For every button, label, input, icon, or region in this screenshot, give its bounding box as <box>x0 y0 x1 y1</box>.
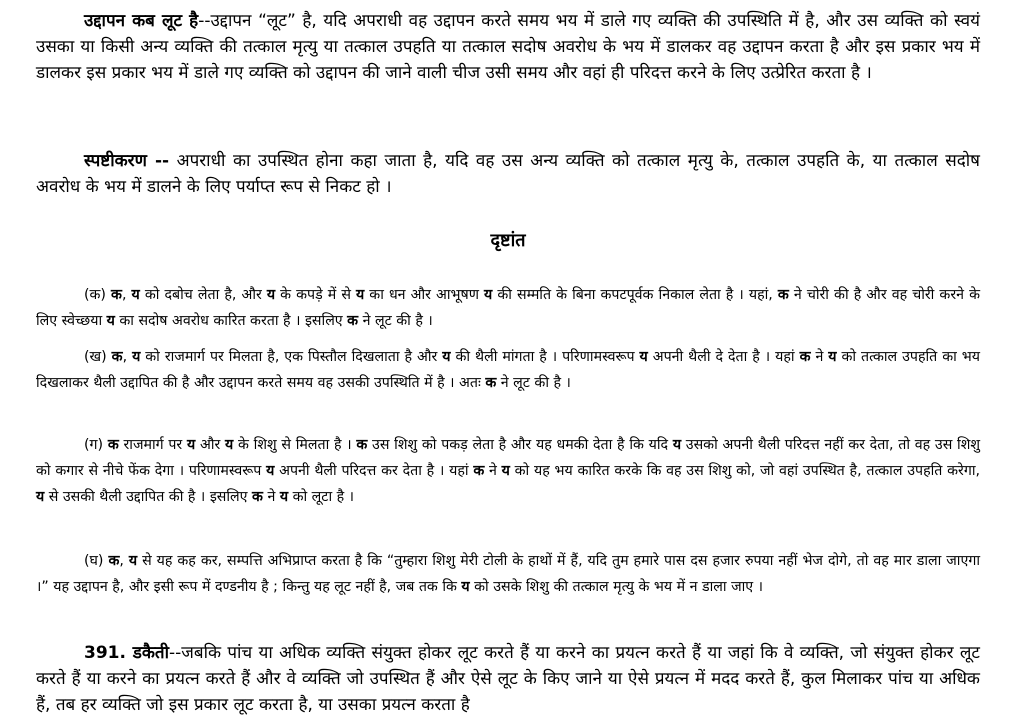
text-span: को लूटा है । <box>288 489 355 505</box>
text-span: , <box>122 349 133 365</box>
person-label: य <box>36 489 45 505</box>
text-span: को तत्काल उपहति का भय दिखलाकर थैली उद्दापित की है और उद्दापन करते समय वह उसकी उपस्थिति में है । अतः <box>36 349 980 391</box>
text-span: से यह कह कर, सम्पत्ति अभिप्राप्त करता है कि “तुम्हारा शिशु मेरी टोली के हाथों में हैं, यदि तुम हमारे पास दस हजार रुपया नहीं भेज दोगे, तो वह मार डाला जाएगा ।” यह उद्दापन है, और इसी रूप में दण्डनीय है ; किन्तु यह लूट नहीं है, जब तक कि <box>36 553 980 595</box>
text-span: से उसकी थैली उद्दापित की है । इसलिए <box>44 489 253 505</box>
text-span: ने <box>484 463 502 479</box>
dacoity-text: --जबकि पांच या अधिक व्यक्ति संयुक्त होकर लूट करते हैं या करने का प्रयत्न करते हैं या जहां कि वे व्यक्ति, जो संयुक्त होकर लूट करते हैं या करने का प्रयत्न करते हैं और वे व्यक्ति जो उपस्थित हैं और ऐसे लूट के किए जाने या ऐसे प्रयत्न में मदद करते हैं, कुल मिलाकर पांच या अधिक हैं, तब हर व्यक्ति जो इस प्रकार लूट करता है, या उसका प्रयत्न करता है <box>36 643 980 715</box>
illustrations-heading: दृष्टांत <box>490 230 526 251</box>
illustration-marker: (क) <box>84 287 112 303</box>
illustration-c <box>36 432 980 510</box>
person-label: क <box>799 349 811 365</box>
text-span: को दबोच लेता है, और <box>139 287 267 303</box>
person-label: क <box>108 553 120 569</box>
person-label: य <box>266 287 276 303</box>
robbery-definition-text: --उद्दापन “लूट” है, यदि अपराधी वह उद्दापन करते समय भय में डाले गए व्यक्ति की उपस्थिति में है, और उस व्यक्ति को स्वयं उसका या किसी अन्य व्यक्ति की तत्काल मृत्यु या तत्काल उपहति या तत्काल सदोष अवरोध के भय में डालकर वह उद्दापन करता है और इस प्रकार भय में डालकर इस प्रकार भय में डाले गए व्यक्ति को उद्दापन की जाने वाली चीज उसी समय और वहां ही परिदत्त करने के लिए उत्प्रेरित करता है । <box>36 11 980 83</box>
person-label: य <box>225 437 234 453</box>
text-span: ने चोरी की है और वह चोरी करने के लिए स्वेच्छया <box>36 287 980 329</box>
person-label: क <box>111 287 122 303</box>
person-label: य <box>501 463 510 479</box>
person-label: य <box>128 553 138 569</box>
text-span: और <box>195 437 226 453</box>
person-label: य <box>442 349 451 365</box>
person-label: य <box>186 437 196 453</box>
explanation-term: स्पष्टीकरण -- <box>84 151 170 171</box>
text-span: ने <box>810 349 829 365</box>
robbery-definition-paragraph <box>36 8 980 86</box>
person-label: य <box>106 313 115 329</box>
dacoity-term: 391. डकैती <box>84 643 170 663</box>
person-label: क <box>111 349 123 365</box>
dacoity-paragraph <box>36 640 980 718</box>
person-label: क <box>252 489 263 505</box>
text-span: ने लूट की है । <box>496 375 571 391</box>
person-label: य <box>131 287 140 303</box>
text-span: अपनी थैली दे देता है । यहां <box>647 349 800 365</box>
illustration-marker: (घ) <box>84 553 109 569</box>
text-span: अपनी थैली परिदत्त कर देता है । यहां <box>274 463 474 479</box>
text-span: के शिशु से मिलता है । <box>233 437 357 453</box>
text-span: ने लूट की है । <box>358 313 433 329</box>
robbery-definition-term: उद्दापन कब लूट है <box>84 11 199 31</box>
text-span: की थैली मांगता है । परिणामस्वरूप <box>450 349 640 365</box>
text-span: को उसके शिशु की तत्काल मृत्यु के भय में न डाला जाए । <box>469 579 764 595</box>
text-span: ने <box>262 489 280 505</box>
text-span: को राजमार्ग पर मिलता है, एक पिस्तौल दिखलाता है और <box>140 349 443 365</box>
text-span: को यह भय कारित करके कि वह उस शिशु को, जो वहां उपस्थित है, तत्काल उपहति करेगा, <box>509 463 980 479</box>
text-span: का धन और आभूषण <box>364 287 485 303</box>
person-label: क <box>347 313 359 329</box>
person-label: य <box>484 287 493 303</box>
text-span: , <box>119 553 129 569</box>
text-span: उस शिशु को पकड़ लेता है और यह धमकी देता है कि यदि <box>367 437 673 453</box>
person-label: क <box>777 287 789 303</box>
person-label: य <box>461 579 470 595</box>
person-label: क <box>485 375 497 391</box>
illustration-b <box>36 344 980 396</box>
person-label: क <box>107 437 119 453</box>
text-span: का सदोष अवरोध कारित करता है । इसलिए <box>114 313 348 329</box>
person-label: य <box>672 437 682 453</box>
text-span: , <box>121 287 132 303</box>
explanation-paragraph <box>36 148 980 200</box>
text-span: उसको अपनी थैली परिदत्त नहीं कर देता, तो वह उस शिशु को कगार से नीचे फेंक देगा । परिणामस्वरूप <box>36 437 980 479</box>
person-label: य <box>639 349 648 365</box>
illustration-marker: (ग) <box>84 437 108 453</box>
person-label: य <box>266 463 275 479</box>
text-span: की सम्मति के बिना कपटपूर्वक निकाल लेता है । यहां, <box>492 287 778 303</box>
explanation-text: अपराधी का उपस्थित होना कहा जाता है, यदि वह उस अन्य व्यक्ति को तत्काल मृत्यु के, तत्काल उपहति के, या तत्काल सदोष अवरोध के भय में डालने के लिए पर्याप्त रूप से निकट हो । <box>36 151 980 197</box>
person-label: य <box>132 349 141 365</box>
illustration-marker: (ख) <box>84 349 112 365</box>
person-label: य <box>828 349 837 365</box>
person-label: य <box>279 489 289 505</box>
text-span: के कपड़े में से <box>275 287 356 303</box>
person-label: य <box>356 287 365 303</box>
text-span: राजमार्ग पर <box>118 437 187 453</box>
person-label: क <box>473 463 485 479</box>
illustration-a <box>36 282 980 334</box>
illustration-d <box>36 548 980 600</box>
person-label: क <box>356 437 368 453</box>
